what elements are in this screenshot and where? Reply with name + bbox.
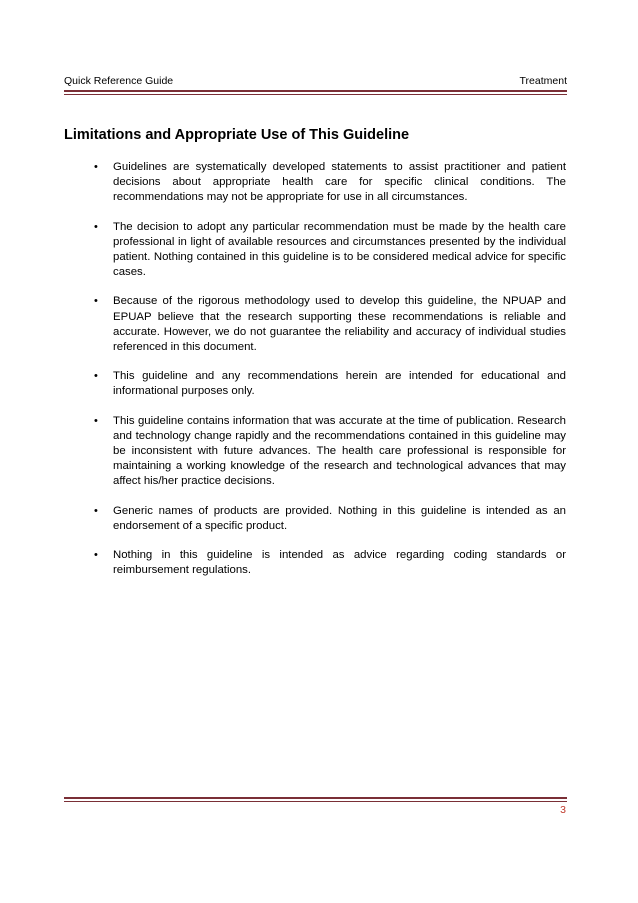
- bullet-item: [64, 369, 566, 399]
- page-header: [64, 74, 567, 88]
- header-left-text: Quick Reference Guide: [64, 75, 174, 87]
- bullet-text: Because of the rigorous methodology used to develop this guideline, the NPUAP and EPUAP believe that the research supporting these recommendations is reliable and accurate. However, we do not guarantee the reliability and accuracy of individual studies referenced in this document.: [113, 295, 566, 354]
- bullet-text: This guideline and any recommendations herein are intended for educational and informational purposes only.: [113, 370, 566, 398]
- bullet-item: [64, 294, 566, 355]
- bullet-icon: •: [94, 161, 98, 173]
- bullet-list: [64, 160, 566, 592]
- bullet-text: Guidelines are systematically developed statements to assist practitioner and patient decisions about appropriate health care for specific clinical conditions. The recommendations may not be appropriate for use in all circumstances.: [113, 161, 566, 204]
- bullet-text: Nothing in this guideline is intended as advice regarding coding standards or reimbursement regulations.: [113, 549, 566, 577]
- header-rule-thin: [64, 94, 567, 95]
- bullet-icon: •: [94, 414, 98, 427]
- bullet-item: [64, 220, 566, 281]
- bullet-text: The decision to adopt any particular recommendation must be made by the health care professional in light of available resources and circumstances presented by the individual patient. Nothing contained in this guideline is to be considered medical advice for specific cases.: [113, 220, 566, 279]
- header-rule: [64, 90, 567, 92]
- bullet-item: [64, 504, 566, 534]
- bullet-item: [64, 414, 566, 490]
- section-title: Limitations and Appropriate Use of This Guideline: [64, 127, 410, 143]
- bullet-icon: •: [94, 220, 98, 233]
- bullet-text: This guideline contains information that was accurate at the time of publication. Research and technology change rapidly and the recommendations contained in this guideline may be inconsistent with future advances. The health care professional is responsible for maintaining a working knowledge of the research and technological advances that may affect his/her practice decisions.: [113, 414, 566, 488]
- bullet-item: [64, 160, 566, 206]
- footer-rule-thin: [64, 801, 567, 802]
- bullet-item: [64, 548, 566, 578]
- footer-rule: [64, 797, 567, 799]
- bullet-icon: •: [94, 549, 98, 562]
- header-right-text: Treatment: [519, 75, 567, 87]
- bullet-icon: •: [94, 295, 98, 308]
- page-number: 3: [560, 804, 566, 816]
- bullet-icon: •: [94, 370, 98, 383]
- bullet-icon: •: [94, 504, 98, 517]
- bullet-text: Generic names of products are provided. Nothing in this guideline is intended as an endorsement of a specific product.: [113, 504, 566, 532]
